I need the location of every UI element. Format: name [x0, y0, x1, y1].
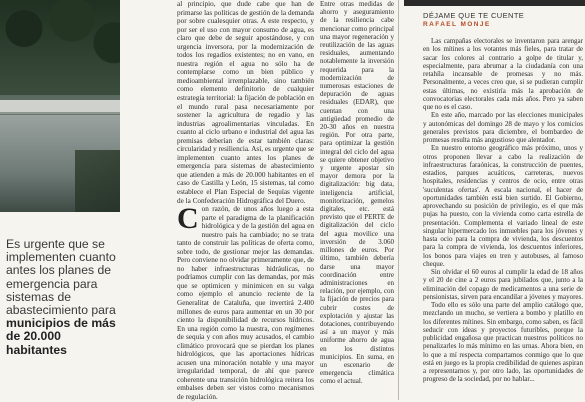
dam-wall: [0, 100, 120, 112]
column-2-bottom-text: on razón, de unos años luego a esta parte el paradigma de la planificación hidrológica y de la gestión del agua en nuestro país ha cambiado; no se trata tanto de construir las políticas de oferta como, sobre todo, de gestionar mejor las demandas. Pero conviene no olvidar primeramente que, de no haber infraestructuras hidráulicas, no podríamos cumplir con las demandas, por más que se optimicen y minimicen en su valga como ejemplo el anuncio reciente de la Generalitat de Cataluña, que invertirá 2.400 millones de euros para aumentar en un 30 por ciento la disponibilidad de recursos hídricos. En una región como la nuestra, con regímenes de sequía y con años muy acusados, el cambio climático provocará que se pierdan los planes hidrológicos, que las aportaciones hídricas acusen una minoración notable y una mayor irregularidad temporal, de ahí que parece coherente una transición hidrológica reitera los embalses deben ser vistos como mecanismos de regulación.: [177, 205, 314, 402]
column-2-top-text: al principio, que dude cabe que han de primarse las políticas de gestión de la demanda por sobre cualesquier otras. A este respecto, y por ser el uso con mayor consumo de agua, es claro que debe de seguir apostándose, y con urgencia inversora, por la modernización de todos los regadíos existentes; no en vano, en nuestra región el agua no sólo ha de contemplarse como un bien público y medioambiental irremplazable, sino también como elemento definitorio de cualquier estrategia territorial: la fijación de población en el mundo rural pasa necesariamente por sostener la agricultura de regadío y las industrias agroalimentarias vinculadas. En cuanto al ciclo urbano e industrial del agua las premisas deberían de estar también claras: circularidad y resiliencia. Así, es urgente que se implementen cuanto antes los planes de emergencia para sistemas de abastecimiento que atienden a más de 20.000 habitantes en el caso de Castilla y León, 15 sistemas, tal como establece el Plan Especial de Sequías vigente de la Confederación Hidrográfica del Duero.: [177, 0, 314, 205]
opinion-paragraph: En nuestro entorno geográfico más próximo, unos y otros proponen llevar a cabo la realización de infraestructuras faraónicas, la construcción de puentes, estadios, parques acuáticos, carreteras, nuevos hospitales, residencias y centros de ocio, entre otras 'suculentas ofertas'. A escala nacional, el hacer de oportunidades también está bien surtido. El Gobierno, aprovechando su posición de privilegio, es el que más pujas ha puesto, con la vivienda como carta estrella de presentación. Complementa el variado lineal de este singular hipermercado los inmuebles para los jóvenes y hasta ocio para la compra de vivienda, los descuentos para la compra de vivienda, los descuentos inferiores, los bonos para viajes en tren y autobuses, al famoso cheque.: [423, 144, 583, 268]
article-column-3: [320, 0, 394, 400]
opinion-top-bar: [404, 0, 585, 6]
reservoir-photo: [0, 0, 120, 212]
pull-quote-emphasis: municipios de más de 20.000 habitantes: [6, 316, 116, 357]
opinion-paragraph: En este año, marcado por las elecciones municipales y autonómicas del domingo 28 de mayo y los comicios generales previstos para diciembre, el bombardeo de promesas resulta más angustioso que alentador.: [423, 111, 583, 144]
forest-area: [0, 0, 120, 95]
pull-quote-lead: Es urgente que se implementen cuanto antes los planes de emergencia para sistemas de abastecimiento para: [6, 237, 116, 318]
drop-cap: C: [177, 202, 199, 235]
opinion-section-title: DÉJAME QUE TE CUENTE: [423, 11, 525, 20]
opinion-paragraph: Las campañas electorales se inventaron para arengar en los mítines a los votantes más fieles, para tratar de sacar los colores al contrario a golpe de titular y, especialmente, para abrumar a la ciudadanía con una retahíla incansable de promesas y no más. Personalmente, a veces creo que, si se pudieran cumplir estas últimas, no existiría más la aprobación de convocatorias electorales cada más años. Pero ya saben que no es el caso.: [423, 37, 583, 111]
river-bank: [75, 150, 120, 212]
article-column-2: [177, 0, 314, 402]
opinion-paragraph: Todo ello es sólo una parte del amplio catálogo que, mezclando un mucho, se vertiera a bombo y platillo en los diferentes mítines. Sin embargo, como saben, es fácil seducir con ideas y proyectos futuribles, porque la publicidad engañosa que practican nuestros políticos no penalizarles lo más mínimo en las urnas. Ahora bien, en lo que a mí respecta compartamos conmigo que lo que está en juego es la propia credibilidad de quienes aspiran a representarnos y, por otro lado, las oportunidades de progreso de la sociedad, por no hablar...: [423, 301, 583, 384]
column-divider: [398, 0, 399, 400]
column-3-text: Entre otras medidas de ahorro y aseguramiento de la resiliencia cabe mencionar como principal una mayor regeneración y reutilización de las aguas residuales, aumentando notablemente la inversión requerida para la modernización de numerosas estaciones de depuración de aguas residuales (EDAR), que cuentan con una antigüedad promedio de 20-30 años en nuestra región. Por otra parte, para optimizar la gestión integral del ciclo del agua se quiere obtener objetivo y urgente apostar sin mayor demora por la digitalización: big data, inteligencia artificial, monitorización, gemelos digitales, etc. está previsto que el PERTE de digitalización del ciclo del agua movilice una inversión de 3.060 millones de euros. Por último, también debería darse una mayor coordinación entre administraciones en relación, por ejemplo, con la fijación de precios para cubrir costes de explotación y ajustar las dotaciones, contribuyendo así a un mayor y más uniforme ahorro de agua en los distintos municipios. En suma, en un escenario de emergencia climática como el actual.: [320, 0, 394, 386]
opinion-paragraph: Sin olvidar el 60 euros al cumplir la edad de 18 años y el 20 de cine a 2 euros para jubilados que, junto a la eliminación del copago de medicamentos a una serie de pensionistas, sirven para encandilar a jóvenes y mayores.: [423, 268, 583, 301]
opinion-column: [423, 37, 583, 400]
pull-quote: [6, 238, 122, 357]
opinion-author: RAFAEL MONJE: [423, 21, 491, 28]
